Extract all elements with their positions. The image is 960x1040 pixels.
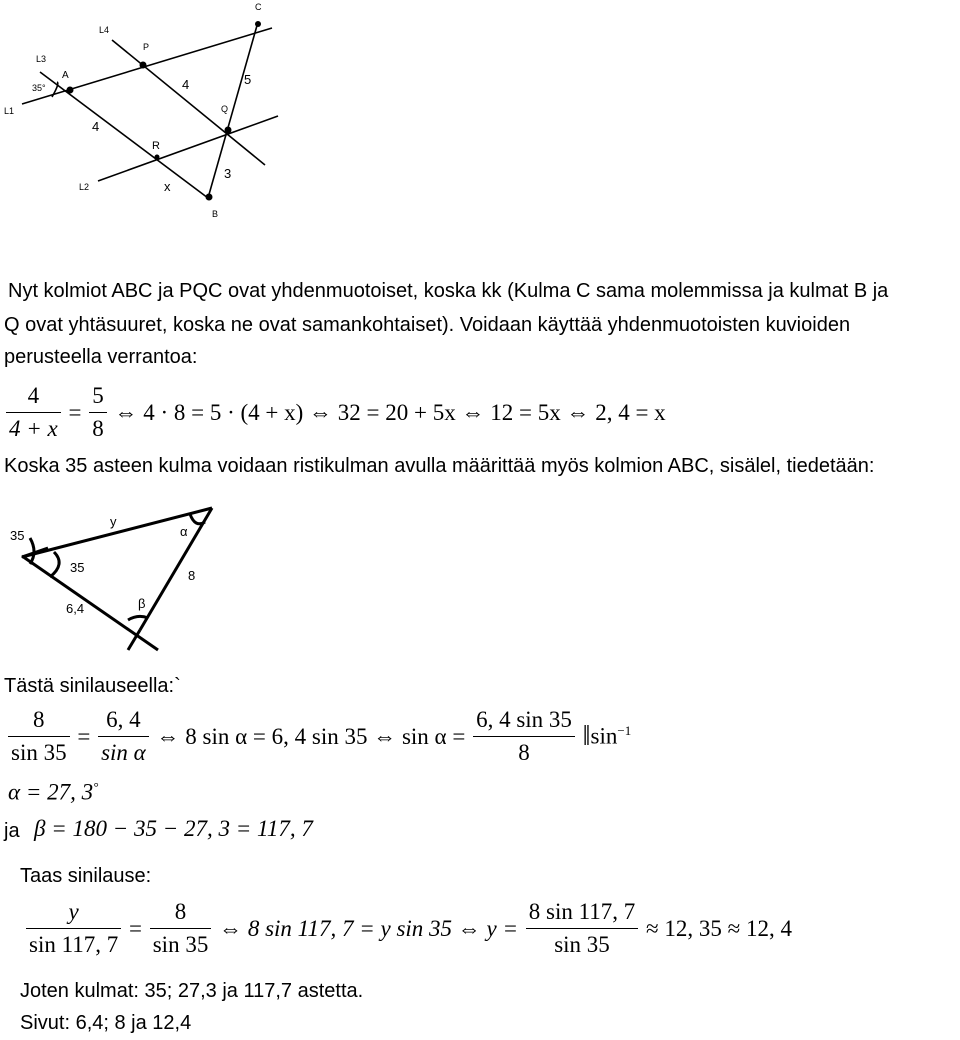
label-l2: L2 [79,182,90,192]
line-cb [208,22,258,198]
paragraph-3: Tästä sinilauseella:` [4,675,181,697]
paragraph-6: Sivut: 6,4; 8 ja 12,4 [20,1012,192,1034]
arc-inner [50,552,59,577]
paragraph-4: Taas sinilause: [20,865,152,887]
paragraph-1-line-1: Nyt kolmiot ABC ja PQC ovat yhdenmuotoiset, koska kk (Kulma C sama molemmissa ja kulmat B ja [8,280,889,302]
label-side-64: 6,4 [66,601,85,616]
label-alpha: α [180,524,188,539]
label-b: B [212,209,219,219]
arc-alpha [190,514,205,524]
label-cq: 5 [244,72,252,87]
label-l4: L4 [99,25,110,35]
paragraph-5: Joten kulmat: 35; 27,3 ja 117,7 astetta. [20,980,364,1002]
equation-sine-law-1: $\frac{8}{\sin 35}$ = $\frac{6, 4}{\text{sin α}}$ ⇔ 8 sin α = 6, 4 sin 35 ⇔ sin α = $\frac{6, 4 \sin 35}{8}$ $‖\sin^{-1}$ [6,704,631,769]
label-top-left-35: 35 [10,528,25,543]
equation-beta: β = 180 − 35 − 27, 3 = 117, 7 [34,816,313,841]
paragraph-1-line-3: perusteella verrantoa: [4,346,198,368]
label-ap: 4 [182,77,190,92]
label-inner-35: 35 [70,560,85,575]
label-l1: L1 [4,106,15,116]
label-rb: x [164,179,171,194]
equation-alpha-result: α = 27, 3° [8,779,99,805]
label-side-8: 8 [188,568,196,583]
paragraph-2: Koska 35 asteen kulma voidaan ristikulman avulla määrittää myös kolmion ABC, sisälel, tiedetään: [4,455,875,477]
paragraph-1-line-2: Q ovat yhtäsuuret, koska ne ovat samankohtaiset). Voidaan käyttää yhdenmuotoisten kuvioiden [4,314,851,336]
arc-top-left [30,538,34,564]
line-l4 [112,40,265,165]
label-beta: β [138,596,146,611]
label-angle: 35° [32,83,46,93]
equation-proportion: $\frac{4}{4 + x}$ = $\frac{5}{8}$ ⇔ 4 · 8 = 5 · (4 + x) ⇔ 32 = 20 + 5x ⇔ 12 = 5x ⇔ 2, 4 = x [4,380,666,445]
label-l3: L3 [36,54,47,64]
label-q: Q [221,104,229,114]
label-qb: 3 [224,166,232,181]
line-l1 [22,28,272,104]
label-ja: ja [4,820,20,842]
label-r: R [152,140,160,152]
label-ar: 4 [92,119,100,134]
figure-parallel-lines [0,0,320,225]
label-c: C [255,2,262,12]
equation-sine-law-2: $\frac{y}{\sin 117, 7}$ = $\frac{8}{\sin 35}$ ⇔ 8 sin 117, 7 = y sin 35 ⇔ y = $\frac{8 \sin 117, 7}{\sin 35}$ ≈ 12, 35 ≈ 12, 4 [24,896,792,961]
line-l2 [98,116,278,181]
figure-triangle [0,500,240,660]
label-y: y [110,514,117,529]
triangle-side-8 [140,508,212,630]
label-a: A [62,70,69,81]
label-p: P [143,42,150,52]
